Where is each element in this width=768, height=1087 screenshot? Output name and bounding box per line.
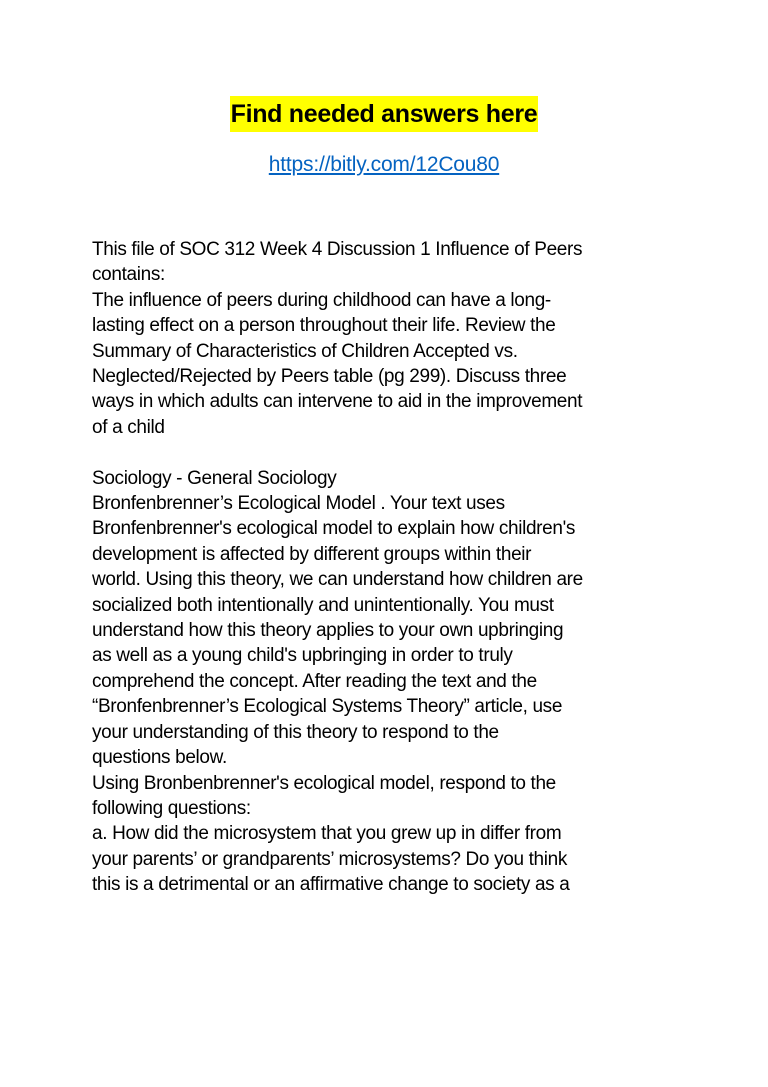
header [0, 96, 768, 132]
text-line: following questions: [92, 797, 251, 819]
text-line: this is a detrimental or an affirmative change to society as a [92, 874, 570, 896]
text-line: This file of SOC 312 Week 4 Discussion 1 Influence of Peers [92, 239, 583, 260]
answers-link[interactable]: https://bitly.com/12Cou80 [268, 153, 500, 176]
text-line: contains: [92, 264, 165, 286]
text-line: ways in which adults can intervene to aid in the improvement [92, 391, 583, 413]
paragraph-spacer [92, 440, 692, 465]
text-line: Sociology - General Sociology [92, 467, 337, 489]
text-line: Bronfenbrenner’s Ecological Model . Your text uses [92, 493, 505, 515]
paragraph-2 [92, 466, 692, 898]
headline: Find needed answers here [230, 96, 539, 132]
text-line: “Bronfenbrenner’s Ecological Systems Theory” article, use [92, 696, 563, 718]
text-line: The influence of peers during childhood can have a long- [92, 289, 551, 311]
text-line: your parents’ or grandparents’ microsystems? Do you think [92, 848, 567, 870]
text-line: socialized both intentionally and unintentionally. You must [92, 594, 554, 616]
text-line: a. How did the microsystem that you grew up in differ from [92, 823, 562, 845]
text-line: your understanding of this theory to respond to the [92, 721, 499, 743]
text-line: understand how this theory applies to your own upbringing [92, 620, 564, 642]
text-line: as well as a young child's upbringing in order to truly [92, 645, 513, 667]
text-line: lasting effect on a person throughout their life. Review the [92, 315, 556, 337]
text-line: world. Using this theory, we can understand how children are [92, 569, 583, 591]
text-line: Summary of Characteristics of Children Accepted vs. [92, 340, 518, 362]
paragraph-1 [92, 237, 692, 440]
text-line: Bronfenbrenner's ecological model to explain how children's [92, 518, 576, 540]
body-text [92, 237, 692, 898]
text-line: Using Bronbenbrenner's ecological model, respond to the [92, 772, 556, 794]
text-line: Neglected/Rejected by Peers table (pg 299). Discuss three [92, 366, 567, 388]
text-line: of a child [92, 416, 165, 438]
text-line: questions below. [92, 747, 227, 769]
text-line: development is affected by different groups within their [92, 543, 532, 565]
text-line: comprehend the concept. After reading the text and the [92, 670, 537, 692]
link-row [0, 150, 768, 180]
